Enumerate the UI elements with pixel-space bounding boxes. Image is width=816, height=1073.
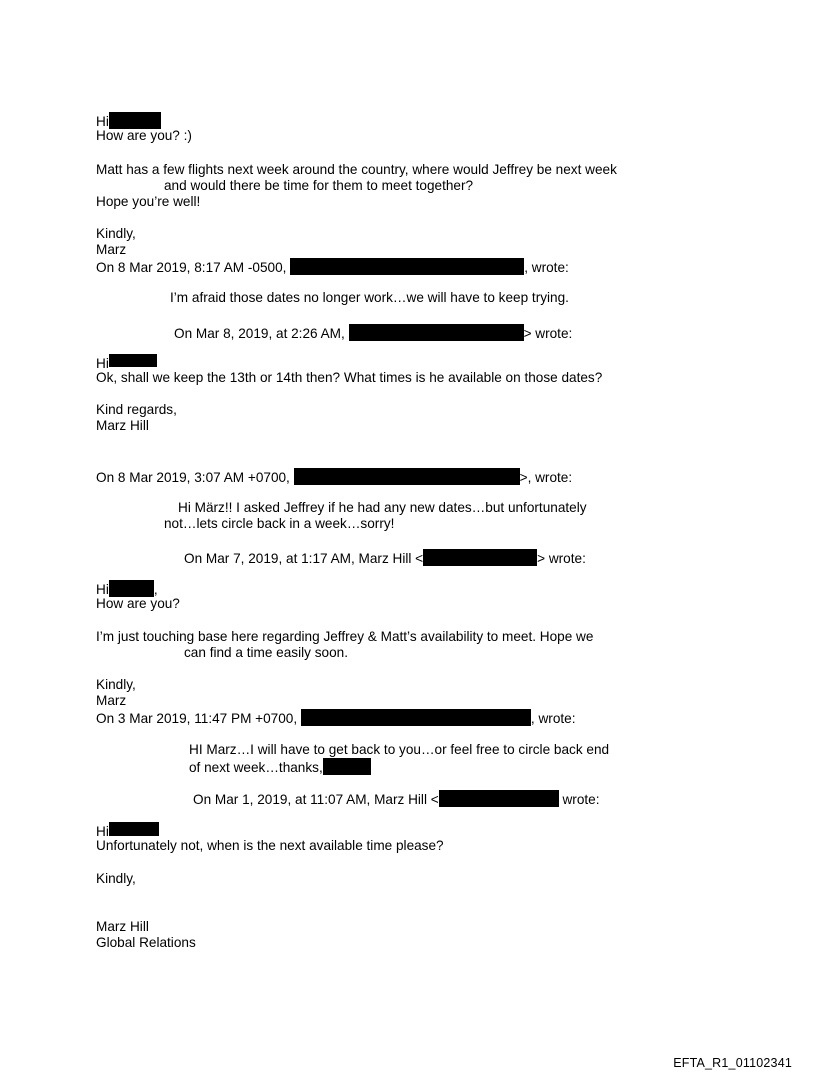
redaction-block xyxy=(109,580,154,597)
redaction-block xyxy=(109,354,157,367)
signature-line: Marz Hill xyxy=(96,418,149,433)
body-line: Ok, shall we keep the 13th or 14th then? What times is he available on those dates? xyxy=(96,370,603,385)
signature-line: Marz xyxy=(96,693,127,708)
redaction-block xyxy=(439,790,559,807)
reply-header xyxy=(96,709,576,727)
reply-header-text: , wrote: xyxy=(530,711,576,726)
redaction-block xyxy=(109,822,159,836)
signoff-line: Kind regards, xyxy=(96,402,177,417)
body-line: Hope you’re well! xyxy=(96,194,201,209)
document-id: EFTA_R1_01102341 xyxy=(673,1056,792,1070)
reply-header-text: , wrote: xyxy=(524,260,569,275)
signoff-line: Kindly, xyxy=(96,871,136,886)
redaction-block xyxy=(423,549,537,566)
signature-name: Marz Hill xyxy=(96,919,149,934)
quoted-line: I’m afraid those dates no longer work…we will have to keep trying. xyxy=(170,290,569,305)
quoted-line: not…lets circle back in a week…sorry! xyxy=(164,516,395,531)
redaction-block xyxy=(349,324,524,341)
quoted-text: of next week…thanks, xyxy=(189,760,323,775)
reply-header xyxy=(193,790,600,808)
body-line: How are you? xyxy=(96,596,180,611)
body-line: Unfortunately not, when is the next available time please? xyxy=(96,838,444,853)
greeting-text: Hi xyxy=(96,114,109,129)
signoff-line: Kindly, xyxy=(96,226,136,241)
body-line: How are you? :) xyxy=(96,128,192,143)
reply-header xyxy=(184,549,586,567)
redaction-block xyxy=(323,758,371,775)
reply-header-text: On Mar 8, 2019, at 2:26 AM, xyxy=(174,326,345,341)
quoted-line: Hi März!! I asked Jeffrey if he had any new dates…but unfortunately xyxy=(178,500,587,515)
greeting-text: Hi xyxy=(96,582,109,597)
reply-header-text: On 8 Mar 2019, 3:07 AM +0700, xyxy=(96,470,290,485)
quoted-line: HI Marz…I will have to get back to you…or feel free to circle back end xyxy=(189,742,610,757)
signature-line: Marz xyxy=(96,242,127,257)
signature-title: Global Relations xyxy=(96,935,196,950)
body-line: I’m just touching base here regarding Jeffrey & Matt’s availability to meet. Hope we xyxy=(96,629,594,644)
quoted-line xyxy=(189,758,371,776)
signoff-line: Kindly, xyxy=(96,677,136,692)
reply-header-text: >, wrote: xyxy=(519,470,573,485)
reply-header xyxy=(96,258,569,276)
reply-header xyxy=(96,468,572,486)
redaction-block xyxy=(290,258,524,275)
redaction-block xyxy=(294,468,520,485)
reply-header-text: > wrote: xyxy=(523,326,573,341)
greeting-text: Hi xyxy=(96,356,109,371)
greeting-text: , xyxy=(153,582,158,597)
reply-header xyxy=(174,324,572,342)
reply-header-text: On 3 Mar 2019, 11:47 PM +0700, xyxy=(96,711,298,726)
body-line: can find a time easily soon. xyxy=(184,645,348,660)
redaction-block xyxy=(109,112,161,129)
reply-header-text: On Mar 7, 2019, at 1:17 AM, Marz Hill < xyxy=(184,551,424,566)
body-line: and would there be time for them to meet together? xyxy=(164,178,474,193)
reply-header-text: wrote: xyxy=(562,792,600,807)
reply-header-text: > wrote: xyxy=(537,551,586,566)
body-line: Matt has a few flights next week around the country, where would Jeffrey be next week xyxy=(96,162,617,177)
redaction-block xyxy=(301,709,531,726)
reply-header-text: On Mar 1, 2019, at 11:07 AM, Marz Hill < xyxy=(193,792,439,807)
reply-header-text: On 8 Mar 2019, 8:17 AM -0500, xyxy=(96,260,287,275)
greeting-text: Hi xyxy=(96,824,109,839)
